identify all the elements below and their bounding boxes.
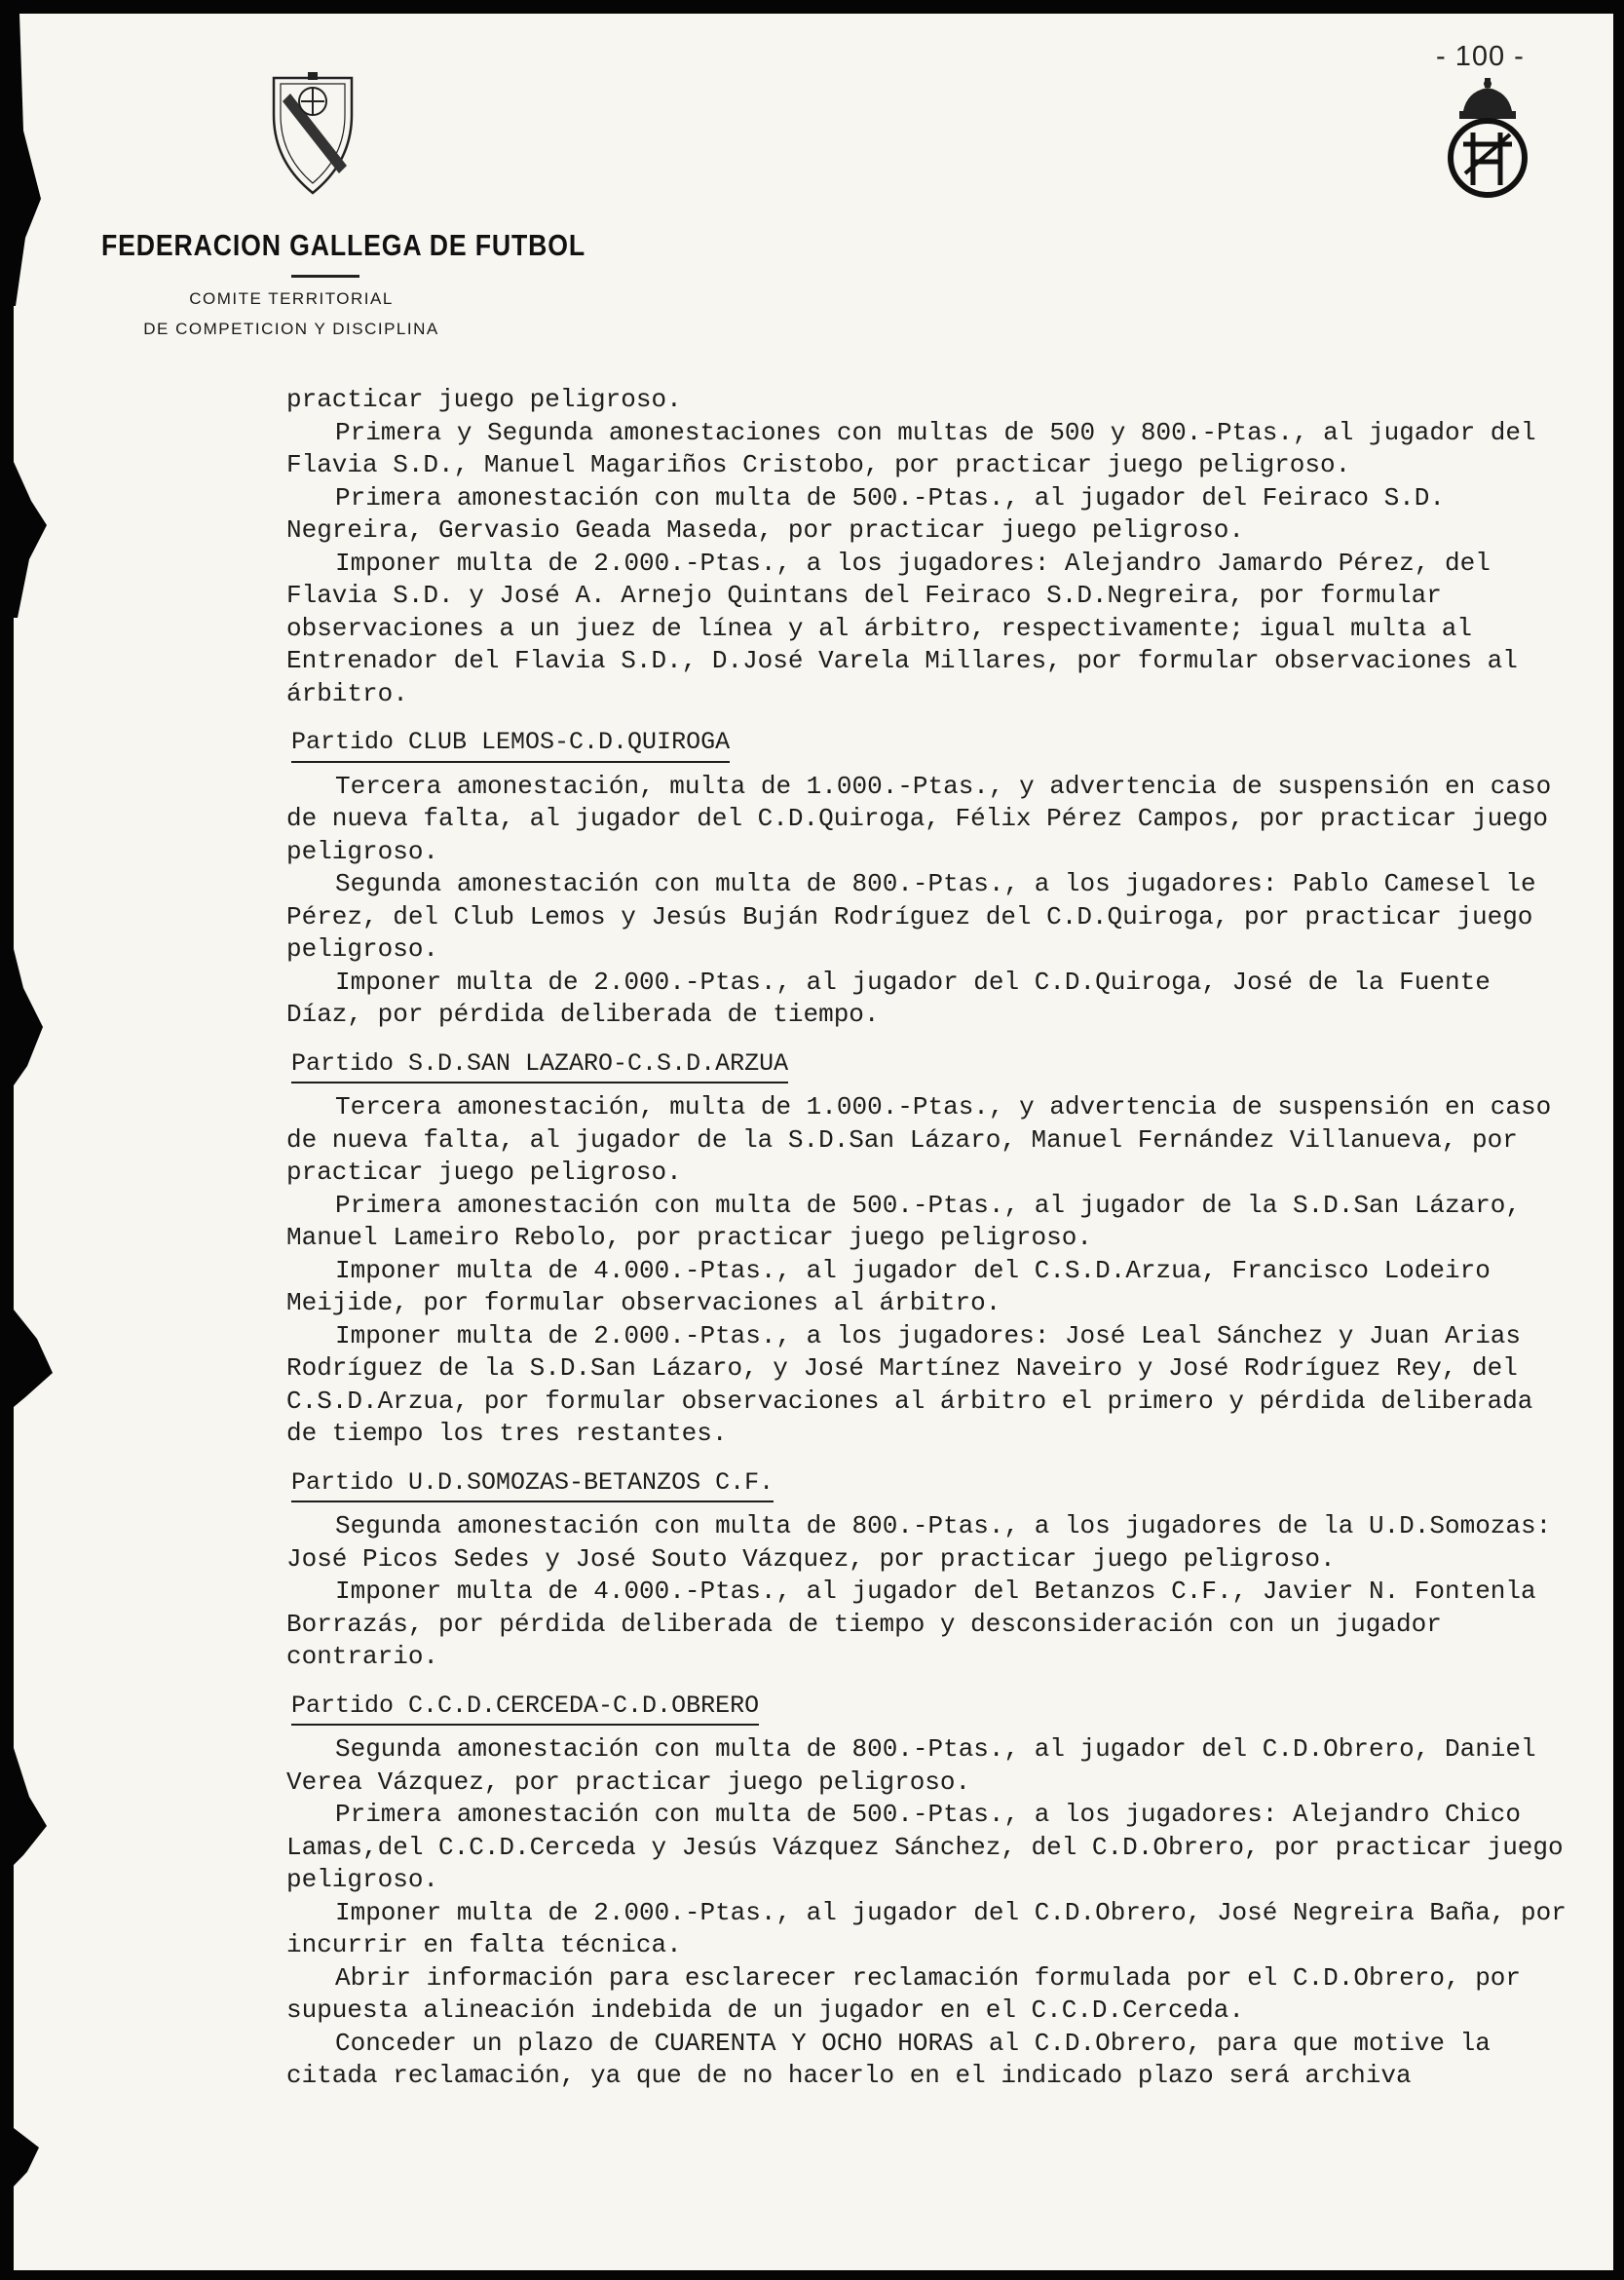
paragraph: Primera amonestación con multa de 500.-Ptas., al jugador de la S.D.San Lázaro, Manuel Lameiro Rebolo, por practicar juego peligroso.	[286, 1190, 1536, 1252]
paragraph: Tercera amonestación, multa de 1.000.-Ptas., y advertencia de suspensión en caso de nueva falta, al jugador del C.D.Quiroga, Félix Pérez Campos, por practicar juego peligroso.	[286, 771, 1567, 866]
paragraph: Imponer multa de 4.000.-Ptas., al jugador del Betanzos C.F., Javier N. Fontenla Borrazás, por pérdida deliberada de tiempo y desconsideración con un jugador contrario.	[286, 1577, 1552, 1671]
paragraph: Tercera amonestación, multa de 1.000.-Ptas., y advertencia de suspensión en caso de nueva falta, al jugador de la S.D.San Lázaro, Manuel Fernández Villanueva, por practicar juego peligroso.	[286, 1092, 1567, 1187]
federation-title: FEDERACION GALLEGA DE FUTBOL	[101, 228, 586, 262]
paragraph: Imponer multa de 2.000.-Ptas., a los jugadores: José Leal Sánchez y Juan Arias Rodríguez de la S.D.San Lázaro, y José Martínez Naveiro y José Rodríguez Rey, del C.S.D.Arzua, por formular observaciones al árbitro el primero y pérdida deliberada de tiempo los tres restantes.	[286, 1320, 1549, 1448]
match-heading: Partido CLUB LEMOS-C.D.QUIROGA	[291, 726, 730, 763]
torn-paper-edge	[14, 14, 53, 2270]
committee-line-1: COMITE TERRITORIAL	[189, 289, 394, 308]
match-heading: Partido S.D.SAN LAZARO-C.S.D.ARZUA	[291, 1047, 788, 1084]
resolution-body	[286, 384, 1582, 2093]
paragraph: Primera amonestación con multa de 500.-Ptas., al jugador del Feiraco S.D. Negreira, Gervasio Geada Maseda, por practicar juego peligroso.	[286, 482, 1460, 545]
paragraph: Conceder un plazo de CUARENTA Y OCHO HORAS al C.D.Obrero, para que motive la citada reclamación, ya que de no hacerlo en el indicado plazo será archiva	[286, 2028, 1506, 2090]
document-page	[14, 14, 1613, 2270]
match-section-lemos-quiroga	[286, 710, 1572, 1032]
match-section-cerceda-obrero	[286, 1674, 1582, 2093]
committee-line-2: DE COMPETICION Y DISCIPLINA	[143, 320, 439, 338]
paragraph: Segunda amonestación con multa de 800.-Ptas., al jugador del C.D.Obrero, Daniel Verea Vázquez, por practicar juego peligroso.	[286, 1734, 1552, 1797]
match-section-somozas-betanzos	[286, 1451, 1572, 1674]
match-heading: Partido C.C.D.CERCEDA-C.D.OBRERO	[291, 1690, 759, 1727]
crown-emblem-logo	[1444, 76, 1531, 201]
page-number: - 100 -	[1436, 41, 1525, 72]
paragraph: Segunda amonestación con multa de 800.-Ptas., a los jugadores de la U.D.Somozas: José Picos Sedes y José Souto Vázquez, por practicar juego peligroso.	[286, 1511, 1567, 1574]
federation-shield-logo	[271, 72, 355, 197]
paragraph: Imponer multa de 2.000.-Ptas., a los jugadores: Alejandro Jamardo Pérez, del Flavia S.D. y José A. Arnejo Quintans del Feiraco S.D.Negreira, por formular observaciones a un juez de línea y al árbitro, respectivamente; igual multa al Entrenador del Flavia S.D., D.José Varela Millares, por formular observaciones al árbitro.	[286, 548, 1533, 708]
match-section-sanlazaro-arzua	[286, 1032, 1572, 1451]
paragraph: Imponer multa de 4.000.-Ptas., al jugador del C.S.D.Arzua, Francisco Lodeiro Meijide, por formular observaciones al árbitro.	[286, 1255, 1506, 1317]
paragraph: Primera y Segunda amonestaciones con multas de 500 y 800.-Ptas., al jugador del Flavia S.D., Manuel Magariños Cristobo, por practicar juego peligroso.	[286, 417, 1552, 479]
paragraph: Primera amonestación con multa de 500.-Ptas., a los jugadores: Alejandro Chico Lamas,del C.C.D.Cerceda y Jesús Vázquez Sánchez, del C.D.Obrero, por practicar juego peligroso.	[286, 1800, 1579, 1894]
paragraph: Abrir información para esclarecer reclamación formulada por el C.D.Obrero, por supuesta alineación indebida de un jugador en el C.C.D.Cerceda.	[286, 1962, 1536, 2025]
paragraph: Imponer multa de 2.000.-Ptas., al jugador del C.D.Obrero, José Negreira Baña, por incurrir en falta técnica.	[286, 1897, 1582, 1959]
title-divider	[291, 275, 359, 278]
paragraph: Segunda amonestación con multa de 800.-Ptas., a los jugadores: Pablo Camesel le Pérez, del Club Lemos y Jesús Buján Rodríguez del C.D.Quiroga, por practicar juego peligroso.	[286, 869, 1552, 964]
match-heading: Partido U.D.SOMOZAS-BETANZOS C.F.	[291, 1466, 774, 1503]
continued-line: practicar juego peligroso.	[286, 385, 682, 414]
paragraph: Imponer multa de 2.000.-Ptas., al jugador del C.D.Quiroga, José de la Fuente Díaz, por pérdida deliberada de tiempo.	[286, 967, 1506, 1029]
